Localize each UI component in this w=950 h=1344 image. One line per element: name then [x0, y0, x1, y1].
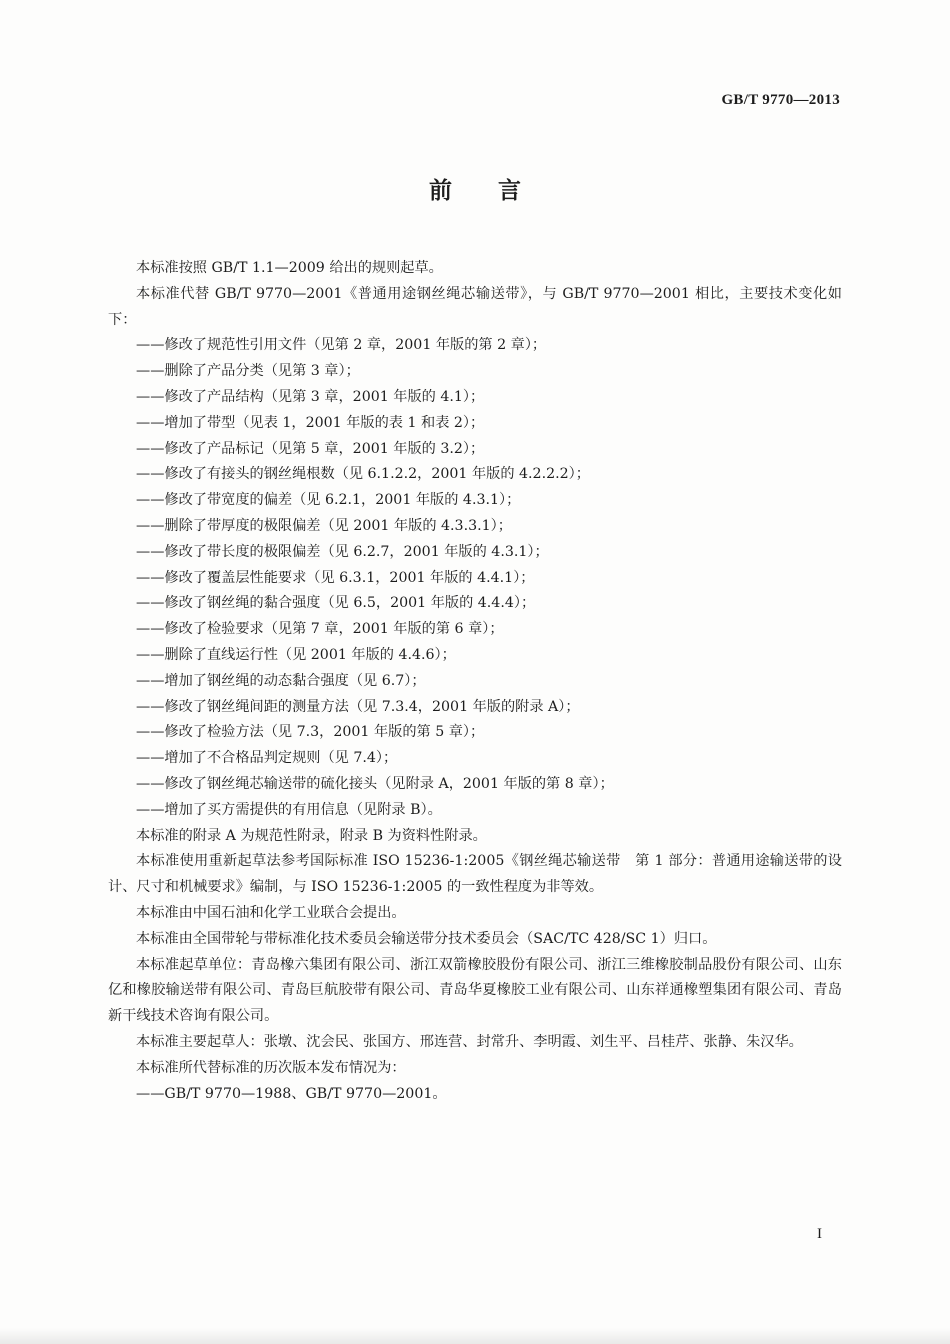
change-item: ——增加了带型（见表 1，2001 年版的表 1 和表 2）； [136, 414, 485, 431]
change-item: ——修改了产品结构（见第 3 章，2001 年版的 4.1）； [136, 388, 485, 405]
change-item: ——增加了钢丝绳的动态黏合强度（见 6.7）； [136, 672, 426, 689]
intro-paragraph-1: 本标准按照 GB/T 1.1—2009 给出的规则起草。 [136, 260, 443, 276]
page-number: I [817, 1226, 822, 1242]
change-item: ——修改了产品标记（见第 5 章，2001 年版的 3.2）； [136, 440, 485, 457]
proposer-paragraph: 本标准由中国石油和化学工业联合会提出。 [136, 904, 406, 921]
document-body [108, 256, 842, 1107]
annex-paragraph: 本标准的附录 A 为规范性附录，附录 B 为资料性附录。 [136, 827, 487, 844]
change-item: ——删除了直线运行性（见 2001 年版的 4.4.6）； [136, 646, 456, 663]
committee-paragraph: 本标准由全国带轮与带标准化技术委员会输送带分技术委员会（SAC/TC 428/SC 1）归口。 [136, 930, 717, 947]
drafters-paragraph: 本标准主要起草人：张墩、沈会民、张国方、邢连营、封常升、李明霞、刘生平、吕桂芹、张静、朱汉华。 [136, 1033, 803, 1050]
change-item: ——修改了钢丝绳的黏合强度（见 6.5，2001 年版的 4.4.4）； [136, 595, 536, 612]
page-title: 前言 [429, 178, 567, 204]
change-item: ——修改了检验方法（见 7.3，2001 年版的第 5 章）； [136, 724, 485, 741]
change-item: ——增加了买方需提供的有用信息（见附录 B）。 [136, 801, 442, 818]
change-item: ——修改了检验要求（见第 7 章，2001 年版的第 6 章）； [136, 621, 504, 638]
change-item: ——修改了有接头的钢丝绳根数（见 6.1.2.2，2001 年版的 4.2.2.2）； [136, 466, 590, 483]
change-item: ——修改了带长度的极限偏差（见 6.2.7，2001 年版的 4.3.1）； [136, 543, 549, 560]
change-item: ——修改了带宽度的偏差（见 6.2.1，2001 年版的 4.3.1）； [136, 492, 521, 509]
scan-shadow [0, 1328, 950, 1344]
changes-list [108, 333, 842, 823]
iso-reference-paragraph: 本标准使用重新起草法参考国际标准 ISO 15236-1:2005《钢丝绳芯输送带 第 1 部分：普通用途输送带的设计、尺寸和机械要求》编制，与 ISO 15236-1:2005 的一致性程度为非等效。 [108, 853, 842, 896]
change-item: ——修改了覆盖层性能要求（见 6.3.1，2001 年版的 4.4.1）； [136, 569, 535, 586]
change-item: ——增加了不合格品判定规则（见 7.4）； [136, 750, 398, 767]
standard-code: GB/T 9770—2013 [721, 92, 840, 108]
intro-paragraph-2: 本标准代替 GB/T 9770—2001《普通用途钢丝绳芯输送带》，与 GB/T 9770—2001 相比，主要技术变化如下： [108, 285, 842, 328]
change-item: ——删除了带厚度的极限偏差（见 2001 年版的 4.3.3.1）； [136, 517, 512, 534]
change-item: ——删除了产品分类（见第 3 章）； [136, 363, 360, 380]
change-item: ——修改了钢丝绳间距的测量方法（见 7.3.4，2001 年版的附录 A）； [136, 698, 580, 715]
drafting-units-paragraph: 本标准起草单位：青岛橡六集团有限公司、浙江双箭橡胶股份有限公司、浙江三维橡胶制品股份有限公司、山东亿和橡胶输送带有限公司、青岛巨航胶带有限公司、青岛华夏橡胶工业有限公司、山东祥通橡塑集团有限公司、青岛新干线技术咨询有限公司。 [108, 956, 842, 1025]
change-item: ——修改了钢丝绳芯输送带的硫化接头（见附录 A，2001 年版的第 8 章）； [136, 775, 614, 792]
history-item: ——GB/T 9770—1988、GB/T 9770—2001。 [136, 1085, 447, 1102]
change-item: ——修改了规范性引用文件（见第 2 章，2001 年版的第 2 章）； [136, 337, 547, 354]
history-paragraph: 本标准所代替标准的历次版本发布情况为： [136, 1059, 406, 1076]
